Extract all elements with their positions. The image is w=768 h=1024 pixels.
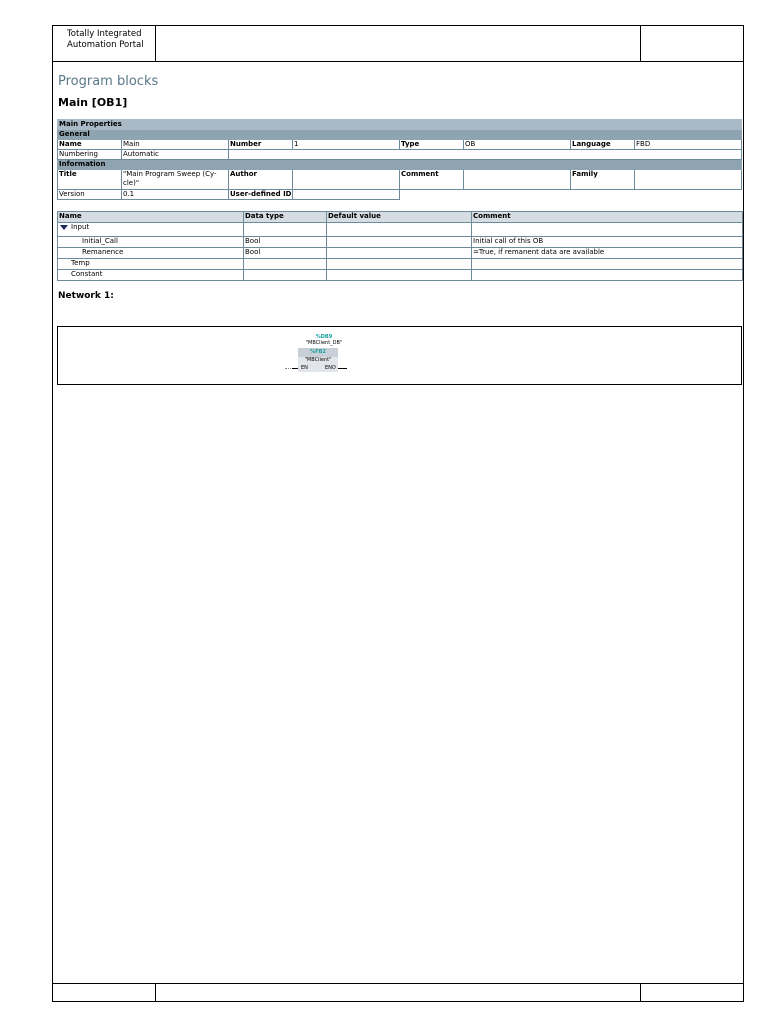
language-value: FBD [635, 140, 742, 150]
row-default [327, 259, 472, 270]
family-label: Family [571, 170, 635, 190]
row-type [244, 223, 327, 237]
name-label: Name [58, 140, 122, 150]
row-name: Input [71, 223, 90, 231]
name-value: Main [122, 140, 229, 150]
row-comment [472, 223, 743, 237]
type-label: Type [400, 140, 464, 150]
network-diagram [57, 326, 742, 385]
table-row[interactable] [58, 259, 743, 270]
row-default [327, 270, 472, 281]
fb-name: "MBClient" [304, 357, 332, 363]
instance-db-label [294, 334, 354, 346]
db-name: "MBClient_DB" [305, 340, 343, 346]
author-label: Author [229, 170, 293, 190]
eno-output-wire [338, 368, 347, 369]
header-portal-cell [53, 26, 156, 61]
version-value: 0.1 [122, 190, 229, 200]
type-value: OB [464, 140, 571, 150]
title-value: "Main Program Sweep (Cy-cle)" [122, 170, 229, 190]
numbering-value: Automatic [122, 150, 229, 160]
userid-value [293, 190, 400, 200]
col-name-header: Name [58, 212, 244, 223]
en-pin: EN [301, 365, 308, 371]
page-title: Program blocks [58, 74, 159, 89]
family-value [635, 170, 742, 190]
userid-label: User-defined ID [230, 190, 292, 198]
collapse-triangle-icon[interactable] [60, 225, 68, 230]
row-comment: =True, if remanent data are available [472, 248, 743, 259]
network-title: Network 1: [58, 291, 114, 301]
block-title: Main [OB1] [58, 96, 128, 109]
portal-line-1: Totally Integrated [67, 29, 142, 39]
properties-table [57, 119, 742, 200]
col-default-header: Default value [327, 212, 472, 223]
row-comment [472, 259, 743, 270]
footer-divider-1 [155, 984, 156, 1001]
footer-divider-2 [640, 984, 641, 1001]
number-label: Number [229, 140, 293, 150]
row-type: Bool [244, 248, 327, 259]
row-name: Constant [58, 270, 244, 281]
table-row[interactable] [58, 237, 743, 248]
table-row[interactable] [58, 248, 743, 259]
comment-value [464, 170, 571, 190]
row-comment [472, 270, 743, 281]
page-footer [53, 983, 743, 1001]
page-header [53, 26, 743, 62]
version-label: Version [58, 190, 122, 200]
row-default [327, 248, 472, 259]
interface-table [57, 211, 743, 281]
row-name: Initial_Call [58, 237, 244, 248]
col-comment-header: Comment [472, 212, 743, 223]
row-default [327, 237, 472, 248]
row-type [244, 270, 327, 281]
table-row[interactable] [58, 223, 743, 237]
portal-line-2: Automation Portal [67, 40, 144, 50]
language-label: Language [571, 140, 635, 150]
general-section-header: General [58, 130, 742, 140]
row-type: Bool [244, 237, 327, 248]
information-section-header: Information [58, 160, 742, 170]
page-frame [52, 25, 744, 1002]
numbering-empty [229, 150, 742, 160]
portal-label [67, 29, 144, 51]
fb-address: %FB2 [298, 348, 338, 357]
header-divider [640, 26, 641, 61]
numbering-label: Numbering [58, 150, 122, 160]
en-input-wire [292, 368, 298, 369]
row-name: Remanence [58, 248, 244, 259]
comment-label: Comment [400, 170, 464, 190]
number-value: 1 [293, 140, 400, 150]
db-address: %DB9 [315, 334, 333, 340]
eno-pin: ENO [325, 365, 336, 371]
main-properties-header: Main Properties [58, 120, 742, 130]
col-type-header: Data type [244, 212, 327, 223]
row-default [327, 223, 472, 237]
row-name: Temp [58, 259, 244, 270]
table-row[interactable] [58, 270, 743, 281]
row-type [244, 259, 327, 270]
author-value [293, 170, 400, 190]
title-label: Title [58, 170, 122, 190]
row-comment: Initial call of this OB [472, 237, 743, 248]
en-input-wire-dotted [285, 368, 291, 369]
